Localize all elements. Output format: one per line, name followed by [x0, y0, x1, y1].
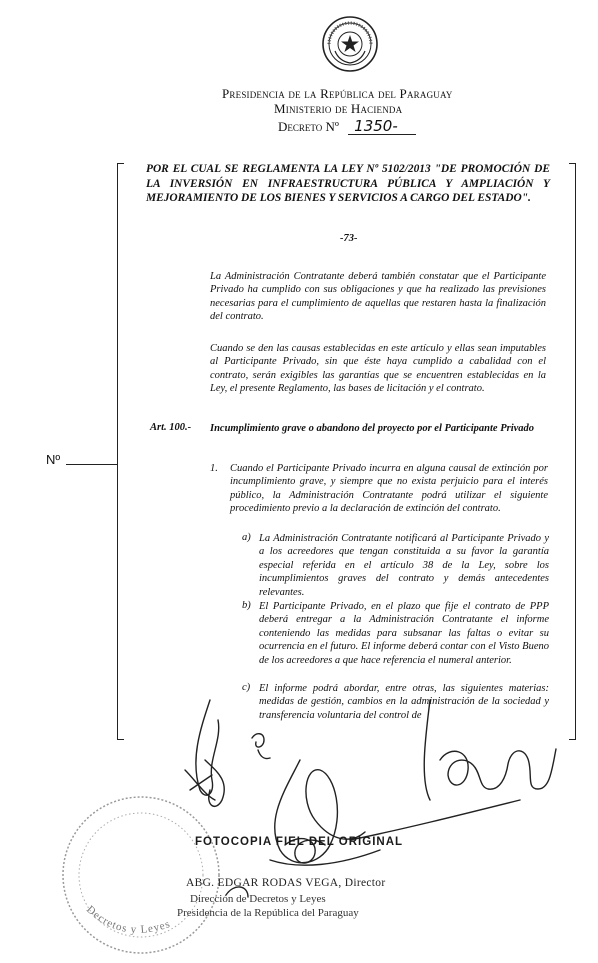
item-number: 1.	[210, 463, 218, 474]
subitem-b-letter: b)	[242, 600, 251, 611]
decree-title: POR EL CUAL SE REGLAMENTA LA LEY Nº 5102/2013 "DE PROMOCIÓN DE LA INVERSIÓN EN INFRAESTRUCTURA PÚBLICA Y AMPLIACIÓN Y MEJORAMIENTO DE LOS BIENES Y SERVICIOS A CARGO DEL ESTADO".	[146, 163, 550, 205]
subitem-c-text: El informe podrá abordar, entre otras, las siguientes materias: medidas de gestión, cambios en la administración de la sociedad y transferencia voluntaria del control de	[259, 683, 549, 721]
national-seal-icon	[321, 15, 379, 73]
article-title: Incumplimiento grave o abandono del proyecto por el Participante Privado	[210, 423, 535, 434]
header-presidency: Presidencia de la República del Paraguay	[222, 86, 453, 101]
certification-title: FOTOCOPIA FIEL DEL ORIGINAL	[195, 836, 404, 848]
certifier-institution: Presidencia de la República del Paraguay	[177, 907, 359, 919]
left-bracket	[117, 163, 124, 740]
item-text: Cuando el Participante Privado incurra en alguna causal de extinción por incumplimiento grave, y siempre que no exista perjuicio para el interés público, la Administración Contratante podrá utilizar el siguiente procedimiento previo a la declaración de extinción del contrato.	[230, 463, 548, 515]
subitem-a-text: La Administración Contratante notificará al Participante Privado y a los acreedores que tengan constituida a su favor la garantía especial referida en el artículo 38 de la Ley, sobre los incumplimientos graves del contrato y demás antecedentes relevantes.	[259, 533, 549, 598]
official-stamp	[56, 790, 226, 960]
header-ministry: Ministerio de Hacienda	[274, 101, 403, 116]
decree-number: 1350-	[348, 118, 416, 135]
stamp-text: Decretos y Leyes	[83, 903, 173, 936]
decree-label: Decreto Nº	[278, 119, 339, 134]
subitem-c-letter: c)	[242, 682, 251, 693]
paragraph-1: La Administración Contratante deberá también constatar que el Participante Privado ha cumplido con sus obligaciones y que ha realizado las previsiones necesarias para el cumplimiento de aquellas que restaren hasta la finalización del contrato.	[210, 271, 546, 323]
certifier-name: ABG. EDGAR RODAS VEGA, Director	[186, 877, 386, 889]
page-number: -73-	[340, 233, 358, 244]
decree-number-row	[278, 118, 416, 135]
margin-number-label: Nº	[46, 452, 61, 467]
paragraph-2: Cuando se den las causas establecidas en este artículo y ellas sean imputables al Participante Privado, sin que éste haya cumplido a cabalidad con el contrato, serán exigibles las garantías que se encuentren establecidas en la Ley, el presente Reglamento, las bases de licitación y el contrato.	[210, 343, 546, 395]
svg-text:Decretos y Leyes	[84, 903, 172, 935]
subitem-a-letter: a)	[242, 532, 251, 543]
article-label: Art. 100.-	[150, 422, 192, 433]
certifier-office: Dirección de Decretos y Leyes	[190, 893, 326, 905]
margin-number-line	[66, 464, 118, 465]
subitem-b-text: El Participante Privado, en el plazo que fije el contrato de PPP deberá entregar a la Administración Contratante el informe conteniendo las medidas para subsanar las faltas o evitar su ocurrencia en el futuro. El informe deberá contar con el Visto Bueno de los acreedores a que hace referencia el numeral anterior.	[259, 601, 549, 666]
right-bracket	[569, 163, 576, 740]
